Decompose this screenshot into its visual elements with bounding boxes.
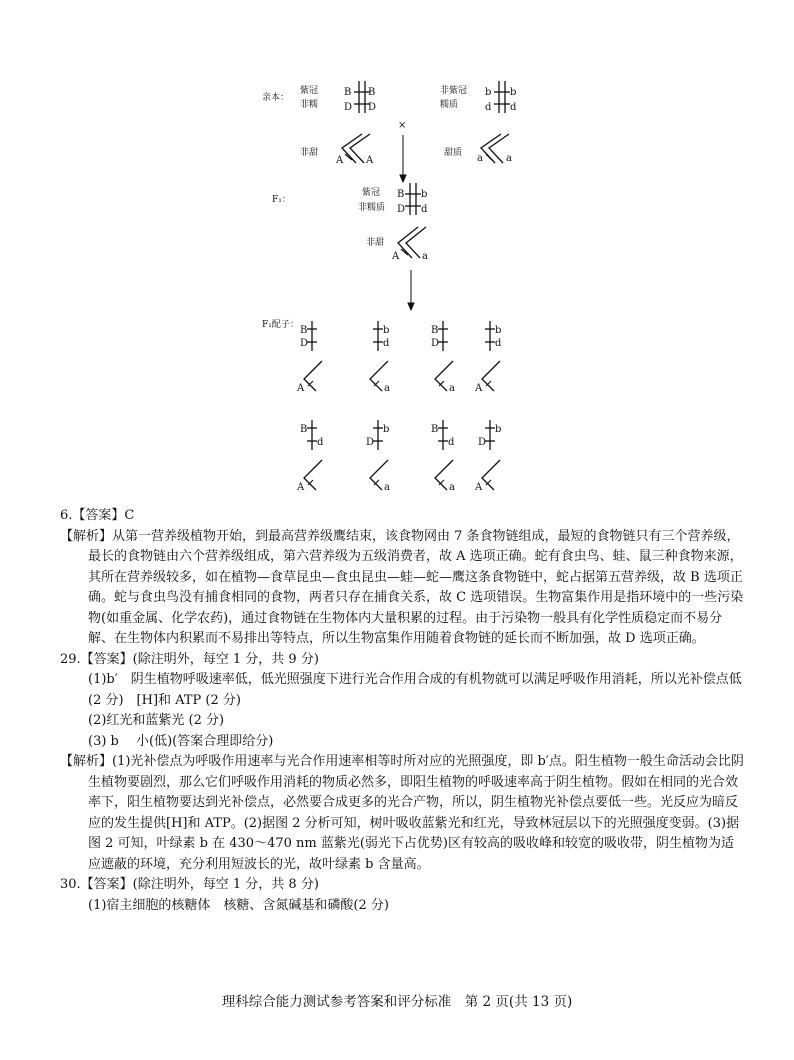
gamete-1 (296, 321, 322, 394)
q29-analysis: 【解析】(1)光补偿点为呼吸作用速率与光合作用速率相等时所对应的光照强度，即 b′点。阳生植物一般生命活动会比阴生植物要剧烈，那么它们呼吸作用消耗的物质必然多，即阳生植物的呼吸速率高于阴生植物。假如在相同的光合效率下，阳生植物要达到光补偿点，必然要合成更多的光合产物，所以，阴生植物光补偿点要低一些。光反应为暗反应的发生提供[H]和 ATP。(2)据图 2 分析可知，树叶吸收蓝紫光和红光，导致林冠层以下的光照强度变弱。(3)据图 2 可知，叶绿素 b 在 430～470 nm 蓝紫光(弱光下占优势)区有较高的吸收峰和较宽的吸收带，阴生植物为适应遮蔽的环境，充分利用短波长的光，故叶绿素 b 含量高。 (60, 754, 744, 872)
gamete-7 (431, 420, 455, 493)
gamete-allele-mid: d (317, 437, 324, 448)
gamete-4 (474, 321, 502, 394)
q30-answer: 30.【答案】(除注明外，每空 1 分，共 8 分) (60, 877, 319, 892)
p2-chr2-left: d (485, 102, 492, 113)
p1-trait-1: 紫冠 (300, 86, 319, 96)
cross-symbol: × (398, 120, 407, 131)
gamete-seed-chromosome (304, 361, 322, 391)
p2-chromosomes (494, 81, 510, 113)
p1-chr1-left: B (344, 87, 352, 98)
gamete-seed-chromosome (482, 361, 500, 391)
q30-answer-1: (1)宿主细胞的核糖体 核糖、含氮碱基和磷酸(2 分) (88, 897, 389, 913)
p1-chr2-left: D (344, 102, 353, 113)
p2-chr2-right: d (510, 102, 517, 113)
answer-text (60, 506, 746, 916)
gamete-allele-top: b (383, 424, 390, 435)
f1-chr1-left: B (397, 189, 405, 200)
p1-trait-2: 非糯 (300, 100, 319, 110)
p2-seed-chromosomes (481, 134, 509, 163)
gamete-allele-top: B (431, 424, 439, 435)
gamete-allele-bot: a (449, 482, 455, 493)
p2-chr1-left: b (485, 87, 492, 98)
gamete-allele-top: b (495, 424, 502, 435)
p1-seed-label: 非甜 (300, 148, 319, 158)
gamete-8 (474, 420, 501, 493)
gamete-allele-bot: A (475, 383, 483, 394)
q29-answer: 29.【答案】(除注明外，每空 1 分，共 9 分) (60, 651, 319, 667)
f1-chr2-right: d (421, 204, 428, 215)
p2-chr1-right: b (510, 87, 517, 98)
gamete-allele-bot: a (449, 383, 455, 394)
p1-chr1-right: B (368, 87, 376, 98)
p2-seed-label: 甜质 (444, 148, 463, 158)
p1-seed-left: A (336, 155, 344, 166)
arrow-f1-to-gametes (408, 270, 414, 310)
f1-trait-2: 非糯质 (358, 203, 386, 213)
gamete-2 (370, 321, 390, 394)
gamete-allele-bot: a (384, 383, 390, 394)
p2-trait-2: 糯质 (440, 100, 459, 110)
f1-seed-left: A (392, 251, 400, 262)
gamete-allele-bot: A (297, 383, 305, 394)
parent-label: 亲本： (262, 93, 290, 103)
gamete-allele-top: b (495, 325, 502, 336)
gamete-allele-mid: D (300, 338, 309, 349)
q29-answer-2: (2)红光和蓝紫光 (2 分) (88, 713, 225, 728)
gamete-allele-mid: D (431, 338, 440, 349)
f1-trait-1: 紫冠 (362, 188, 381, 198)
gamete-allele-top: b (383, 325, 390, 336)
p1-chr2-right: D (368, 102, 377, 113)
gamete-allele-bot: A (475, 482, 483, 493)
gamete-allele-mid: D (366, 437, 375, 448)
gamete-allele-mid: d (495, 338, 502, 349)
gamete-allele-top: B (300, 424, 308, 435)
f1-seed-label: 非甜 (366, 238, 385, 248)
p2-trait-1: 非紫冠 (440, 86, 468, 96)
q6-answer: 6.【答案】C (60, 508, 135, 523)
p2-seed-right: a (506, 153, 512, 164)
gamete-grid (296, 321, 502, 493)
gamete-allele-bot: A (297, 482, 305, 493)
gamete-allele-mid: D (478, 437, 487, 448)
arrow-parent-to-f1 (400, 135, 406, 182)
q29-answer-3: (3) b 小(低)(答案合理即给分) (88, 733, 274, 749)
f1-seed-right: a (422, 251, 428, 262)
p1-seed-right: A (366, 155, 374, 166)
gamete-5 (296, 420, 324, 493)
gamete-allele-bot: a (384, 482, 390, 493)
genetic-cross-diagram (0, 0, 794, 500)
gamete-allele-mid: d (448, 437, 455, 448)
gamete-allele-mid: d (383, 338, 390, 349)
gamete-seed-chromosome (482, 460, 500, 490)
gamete-6 (366, 420, 390, 493)
q6-analysis: 【解析】从第一营养级植物开始，到最高营养级鹰结束，该食物网由 7 条食物链组成，最短的食物链只有三个营养级，最长的食物链由六个营养级组成，第六营养级为五级消费者，故 A 选项正确。蛇有食虫鸟、蛙、鼠三种食物来源，其所在营养级较多，如在植物—食草昆虫—食虫昆虫—蛙—蛇—鹰这条食物链中，蛇占据第五营养级，故 B 选项正确。蛇与食虫鸟没有捕食相同的食物，两者只存在捕食关系，故 C 选项错误。生物富集作用是指环境中的一些污染物(如重金属、化学农药)，通过食物链在生物体内大量积累的过程。由于污染物一般具有化学性质稳定而不易分解、在生物体内积累而不易排出等特点，所以生物富集作用随着食物链的延长而不断加强，故 D 选项正确。 (60, 528, 744, 646)
f1-chromosomes (405, 183, 421, 215)
f1-chr2-left: D (397, 204, 406, 215)
gamete-seed-chromosome (304, 460, 322, 490)
gamete-allele-top: B (300, 325, 308, 336)
q29-answer-1: (1)b′ 阴生植物呼吸速率低，低光照强度下进行光合作用合成的有机物就可以满足呼吸作用消耗，所以光补偿点低(2 分) [H]和 ATP (2 分) (88, 672, 742, 708)
p2-seed-left: a (477, 153, 483, 164)
f1-chr1-right: b (421, 189, 428, 200)
gamete-allele-top: B (431, 325, 439, 336)
gamete-label: F₁配子： (262, 320, 299, 330)
f1-label: F₁： (272, 195, 291, 205)
page-footer: 理科综合能力测试参考答案和评分标准 第 2 页(共 13 页) (221, 994, 573, 1010)
gamete-3 (431, 321, 455, 394)
